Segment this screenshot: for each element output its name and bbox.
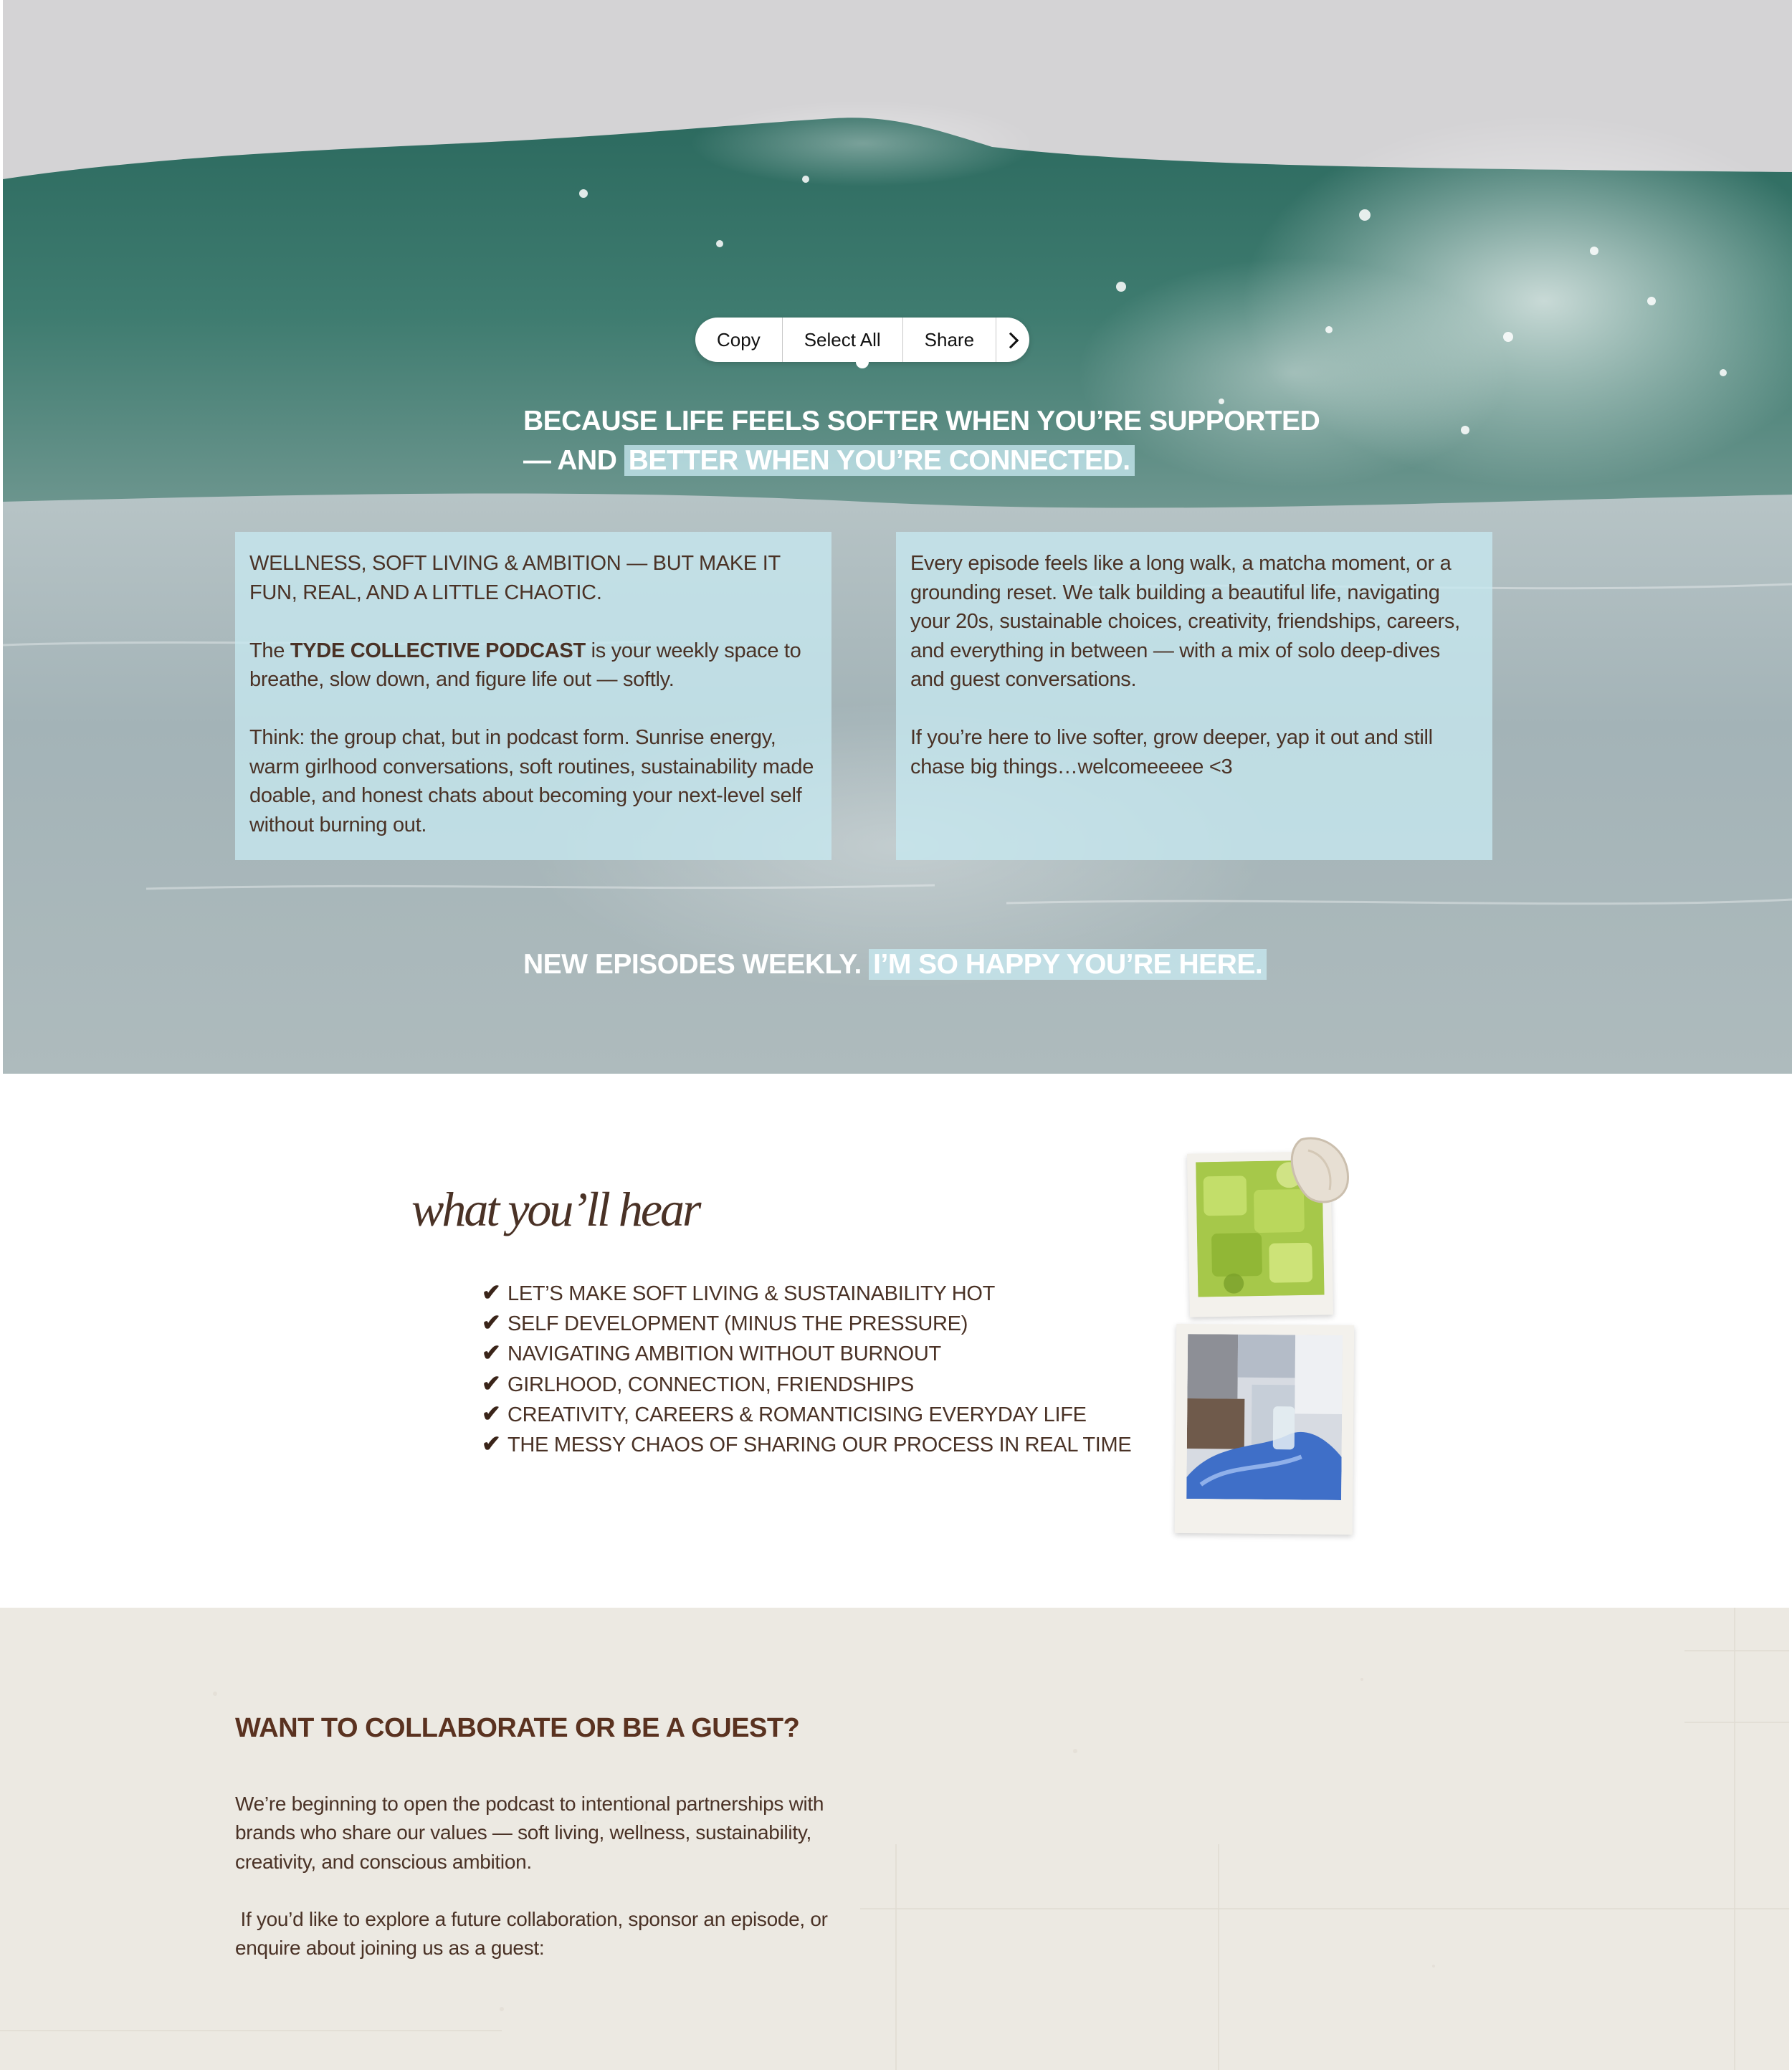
intro-think-paragraph: Think: the group chat, but in podcast form. Sunrise energy, warm girlhood conversations, soft routines, sustainability made doable, and honest chats about becoming your next-level self without burning out.: [249, 726, 814, 836]
share-button[interactable]: Share: [903, 318, 996, 362]
list-item: ✔ THE MESSY CHAOS OF SHARING OUR PROCESS IN REAL TIME: [482, 1429, 1131, 1459]
intro-tagline: WELLNESS, SOFT LIVING & AMBITION — BUT MAKE IT FUN, REAL, AND A LITTLE CHAOTIC.: [249, 552, 781, 604]
copy-button[interactable]: Copy: [695, 318, 783, 362]
intro-card-left: [235, 532, 831, 860]
tagline-selected-text[interactable]: I’M SO HAPPY YOU’RE HERE.: [869, 949, 1267, 980]
checkmark-icon: ✔: [482, 1340, 501, 1366]
hero-ocean-section: [3, 0, 1792, 1074]
list-item: ✔ CREATIVITY, CAREERS & ROMANTICISING EVERYDAY LIFE: [482, 1399, 1131, 1429]
collaborate-intro-paragraph: We’re beginning to open the podcast to intentional partnerships with brands who share our values — soft living, wellness, sustainability, creativity, and conscious ambition.: [235, 1793, 824, 1873]
list-item: ✔ SELF DEVELOPMENT (MINUS THE PRESSURE): [482, 1308, 1131, 1338]
welcome-paragraph: If you’re here to live softer, grow deeper, yap it out and still chase big things…welcomeeeee <3: [910, 726, 1433, 778]
checkmark-icon: ✔: [482, 1431, 501, 1457]
more-options-button[interactable]: [996, 318, 1029, 362]
tagline-plain: NEW EPISODES WEEKLY.: [523, 949, 862, 980]
list-item: ✔ LET’S MAKE SOFT LIVING & SUSTAINABILITY HOT: [482, 1278, 1131, 1308]
text-context-menu: [695, 318, 1029, 362]
checkmark-icon: ✔: [482, 1370, 501, 1396]
collaborate-body: [235, 1790, 837, 1992]
list-item: ✔ NAVIGATING AMBITION WITHOUT BURNOUT: [482, 1338, 1131, 1368]
episode-description: Every episode feels like a long walk, a matcha moment, or a grounding reset. We talk building a beautiful life, navigating your 20s, sustainable choices, creativity, friendships, careers, and everything in between — with a mix of solo deep-dives and guest conversations.: [910, 552, 1460, 691]
intro-podcast-description: The TYDE COLLECTIVE PODCAST is your weekly space to breathe, slow down, and figure life out — softly.: [249, 639, 801, 691]
hero-headline-line2: [523, 441, 1135, 480]
collage-photo: [1186, 1334, 1343, 1500]
collage-polaroid: [1175, 1324, 1355, 1535]
collaborate-cta-paragraph: If you’d like to explore a future collaboration, sponsor an episode, or enquire about joining us as a guest:: [235, 1908, 834, 1960]
topics-list: [482, 1278, 1131, 1459]
hero-headline-line1: BECAUSE LIFE FEELS SOFTER WHEN YOU’RE SUPPORTED: [523, 406, 1320, 437]
what-youll-hear-title: what you’ll hear: [411, 1182, 700, 1236]
checkmark-icon: ✔: [482, 1279, 501, 1305]
hero-tagline: [523, 945, 1267, 984]
hero-headline-plain: — AND: [523, 445, 617, 476]
select-all-button[interactable]: Select All: [783, 318, 903, 362]
chevron-right-icon: [1003, 333, 1019, 349]
list-item: ✔ GIRLHOOD, CONNECTION, FRIENDSHIPS: [482, 1369, 1131, 1399]
podcast-name: TYDE COLLECTIVE PODCAST: [290, 639, 586, 662]
checkmark-icon: ✔: [482, 1310, 501, 1336]
hero-headline-selected-text[interactable]: BETTER WHEN YOU’RE CONNECTED.: [624, 445, 1135, 476]
shell-decoration: [1287, 1132, 1355, 1211]
checkmark-icon: ✔: [482, 1400, 501, 1426]
intro-card-right: [896, 532, 1492, 860]
collaborate-title: WANT TO COLLABORATE OR BE A GUEST?: [235, 1713, 800, 1743]
